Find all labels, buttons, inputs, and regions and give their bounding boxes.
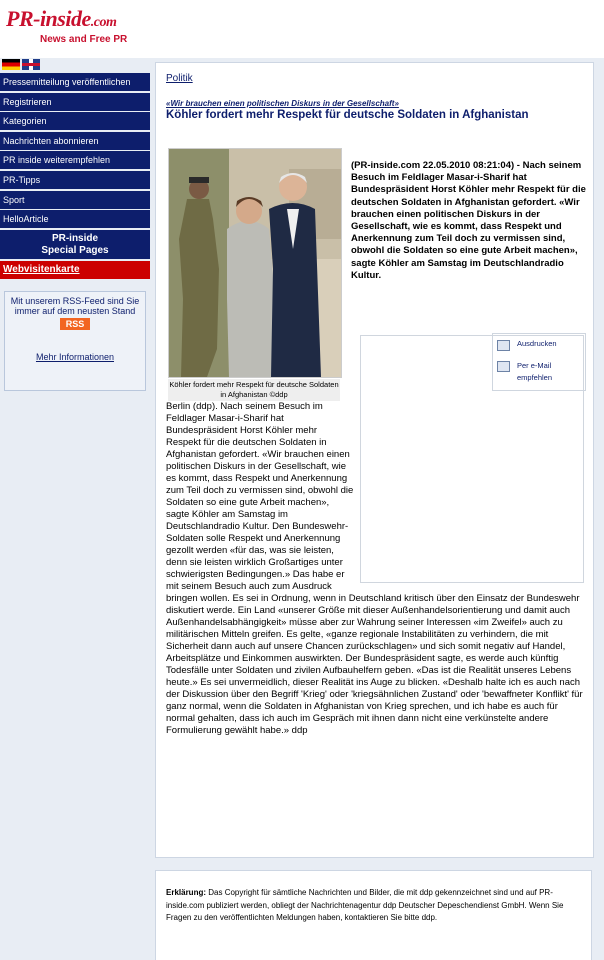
nav-item-nachrichten-abonnieren[interactable]: Nachrichten abonnieren [0,132,150,150]
photo-caption: Köhler fordert mehr Respekt für deutsche Soldaten in Afghanistan ©ddp [169,380,339,399]
left-sidebar [0,58,150,960]
article-body-text: Berlin (ddp). Nach seinem Besuch im Feldlager Masar-i-Sharif hat Bundespräsident Horst Köhler mehr Respekt für die deutschen Soldaten in Afghanistan gefordert. «Wir brauchen einen politischen Diskurs in der Gesellschaft, wie es kommt, dass Respekt und Anerkennung zum Teil doch zu vermissen sind, obwohl die Soldaten so eine gute Arbeit machen», sagte Köhler am Samstag im Deutschlandradio Kultur. Den Bundeswehr-Soldaten solle Respekt und Anerkennung gezollt werden «für das, was sie leisten, denn sie leisten wirklich Großartiges unter schwierigsten Bedingungen.» Das habe er mit seinem Besuch auch zum Ausdruck bringen wollen. Es sei in Ordnung, wenn in Deutschland kritisch über den Einsatz der Bundeswehr diskutiert werde. Ein Land «unserer Größe mit dieser Außenhandelsorientierung und damit auch Außenhandelsabhängigkeit» müsse aber zur Wahrung seiner Interessen «im Zweifel» auch zu militärischen Mitteln greifen. Es gelte, «ganze regionale Instabilitäten zu verhindern, die mit Sicherheit dann auch auf unsere Chancen zurückschlagen» und sich somit negativ auf Handel, Arbeitsplätze und Einkommen auswirkten. Der Bundespräsident sagte, es werde auch künftig Todesfälle unter Soldaten und zivilen Aufbauhelfern geben. «Das ist die Realität unseres Lebens heute.» Es sei unvermeidlich, dieser Realität ins Auge zu blicken. «Deshalb halte ich es auch nach der Diskussion über den Begriff 'Krieg' oder 'kriegsähnlichen Zustand' oder 'bewaffneter Konflikt' für ganz normal, wenn die Soldaten in Afghanistan von Krieg sprechen, und ich habe es auch für normal gehalten, dass ich auch im Gespräch mit ihnen dann nicht eine verkünstelte andere Formulierung gewählt habe.» ddp [166,401,583,736]
print-label: Ausdrucken [517,339,557,348]
logo-suffix: .com [90,15,117,30]
rss-text: Mit unserem RSS-Feed sind Sie immer auf dem neusten Stand [10,295,140,316]
sidebar-nav [0,73,150,228]
special-pages-line1: PR-inside [51,232,99,244]
special-pages-link[interactable] [0,230,150,259]
category-link[interactable]: Politik [166,73,193,84]
article-lead: (PR-inside.com 22.05.2010 08:21:04) - Nach seinem Besuch im Feldlager Masar-i-Sharif hat Bundespräsident Horst Köhler mehr Respekt für die deutschen Soldaten in Afghanistan gefordert. «Wir brauchen einen politischen Diskurs in der Gesellschaft, wie es kommt, dass Respekt und Anerkennung zum Teil doch zu vermissen sind, obwohl die Soldaten so eine gute Arbeit machen», sagte Köhler am Samstag im Deutschlandradio Kultur. [351,160,586,281]
logo-tagline: News and Free PR [40,34,128,45]
email-label: Per e-Mail empfehlen [517,361,553,382]
article-body [166,333,584,737]
nav-item-registrieren[interactable]: Registrieren [0,93,150,111]
nav-item-helloarticle[interactable]: HelloArticle [0,210,150,228]
site-header [0,0,604,58]
nav-item-weiterempfehlen[interactable]: PR inside weiterempfehlen [0,151,150,169]
article-kicker[interactable]: «Wir brauchen einen politischen Diskurs in der Gesellschaft» [166,99,399,108]
disclaimer-label: Erklärung: [166,888,207,897]
webvisitenkarte-link[interactable]: Webvisitenkarte [0,261,150,279]
nav-item-sport[interactable]: Sport [0,191,150,209]
envelope-icon [497,361,510,372]
rss-box [4,291,146,391]
disclaimer-text: Das Copyright für sämtliche Nachrichten und Bilder, die mit ddp gekennzeichnet sind und auf PR-inside.com publiziert werden, obliegt der Nachrichtenagentur ddp Deutscher Depeschendienst GmbH. Wenn Sie Fragen zu den veröffentlichten Meldungen haben, kontaktieren Sie bitte ddp. [166,888,564,922]
nav-item-pressemitteilung[interactable]: Pressemitteilung veröffentlichen [0,73,150,91]
article-tools [492,333,586,391]
uk-flag-icon[interactable] [22,59,40,70]
rss-button[interactable]: RSS [60,318,91,330]
printer-icon [497,340,510,351]
logo-main: PR-inside [6,6,91,31]
site-logo[interactable] [6,8,127,46]
article-panel [155,62,594,858]
article-title: Köhler fordert mehr Respekt für deutsche Soldaten in Afghanistan [166,109,529,121]
rss-more-info-link[interactable]: Mehr Informationen [35,351,115,362]
special-pages-line2: Special Pages [41,244,109,256]
german-flag-icon[interactable] [2,59,20,70]
copyright-disclaimer [155,870,592,960]
nav-item-pr-tipps[interactable]: PR-Tipps [0,171,150,189]
language-switcher [0,58,150,73]
nav-item-kategorien[interactable]: Kategorien [0,112,150,130]
